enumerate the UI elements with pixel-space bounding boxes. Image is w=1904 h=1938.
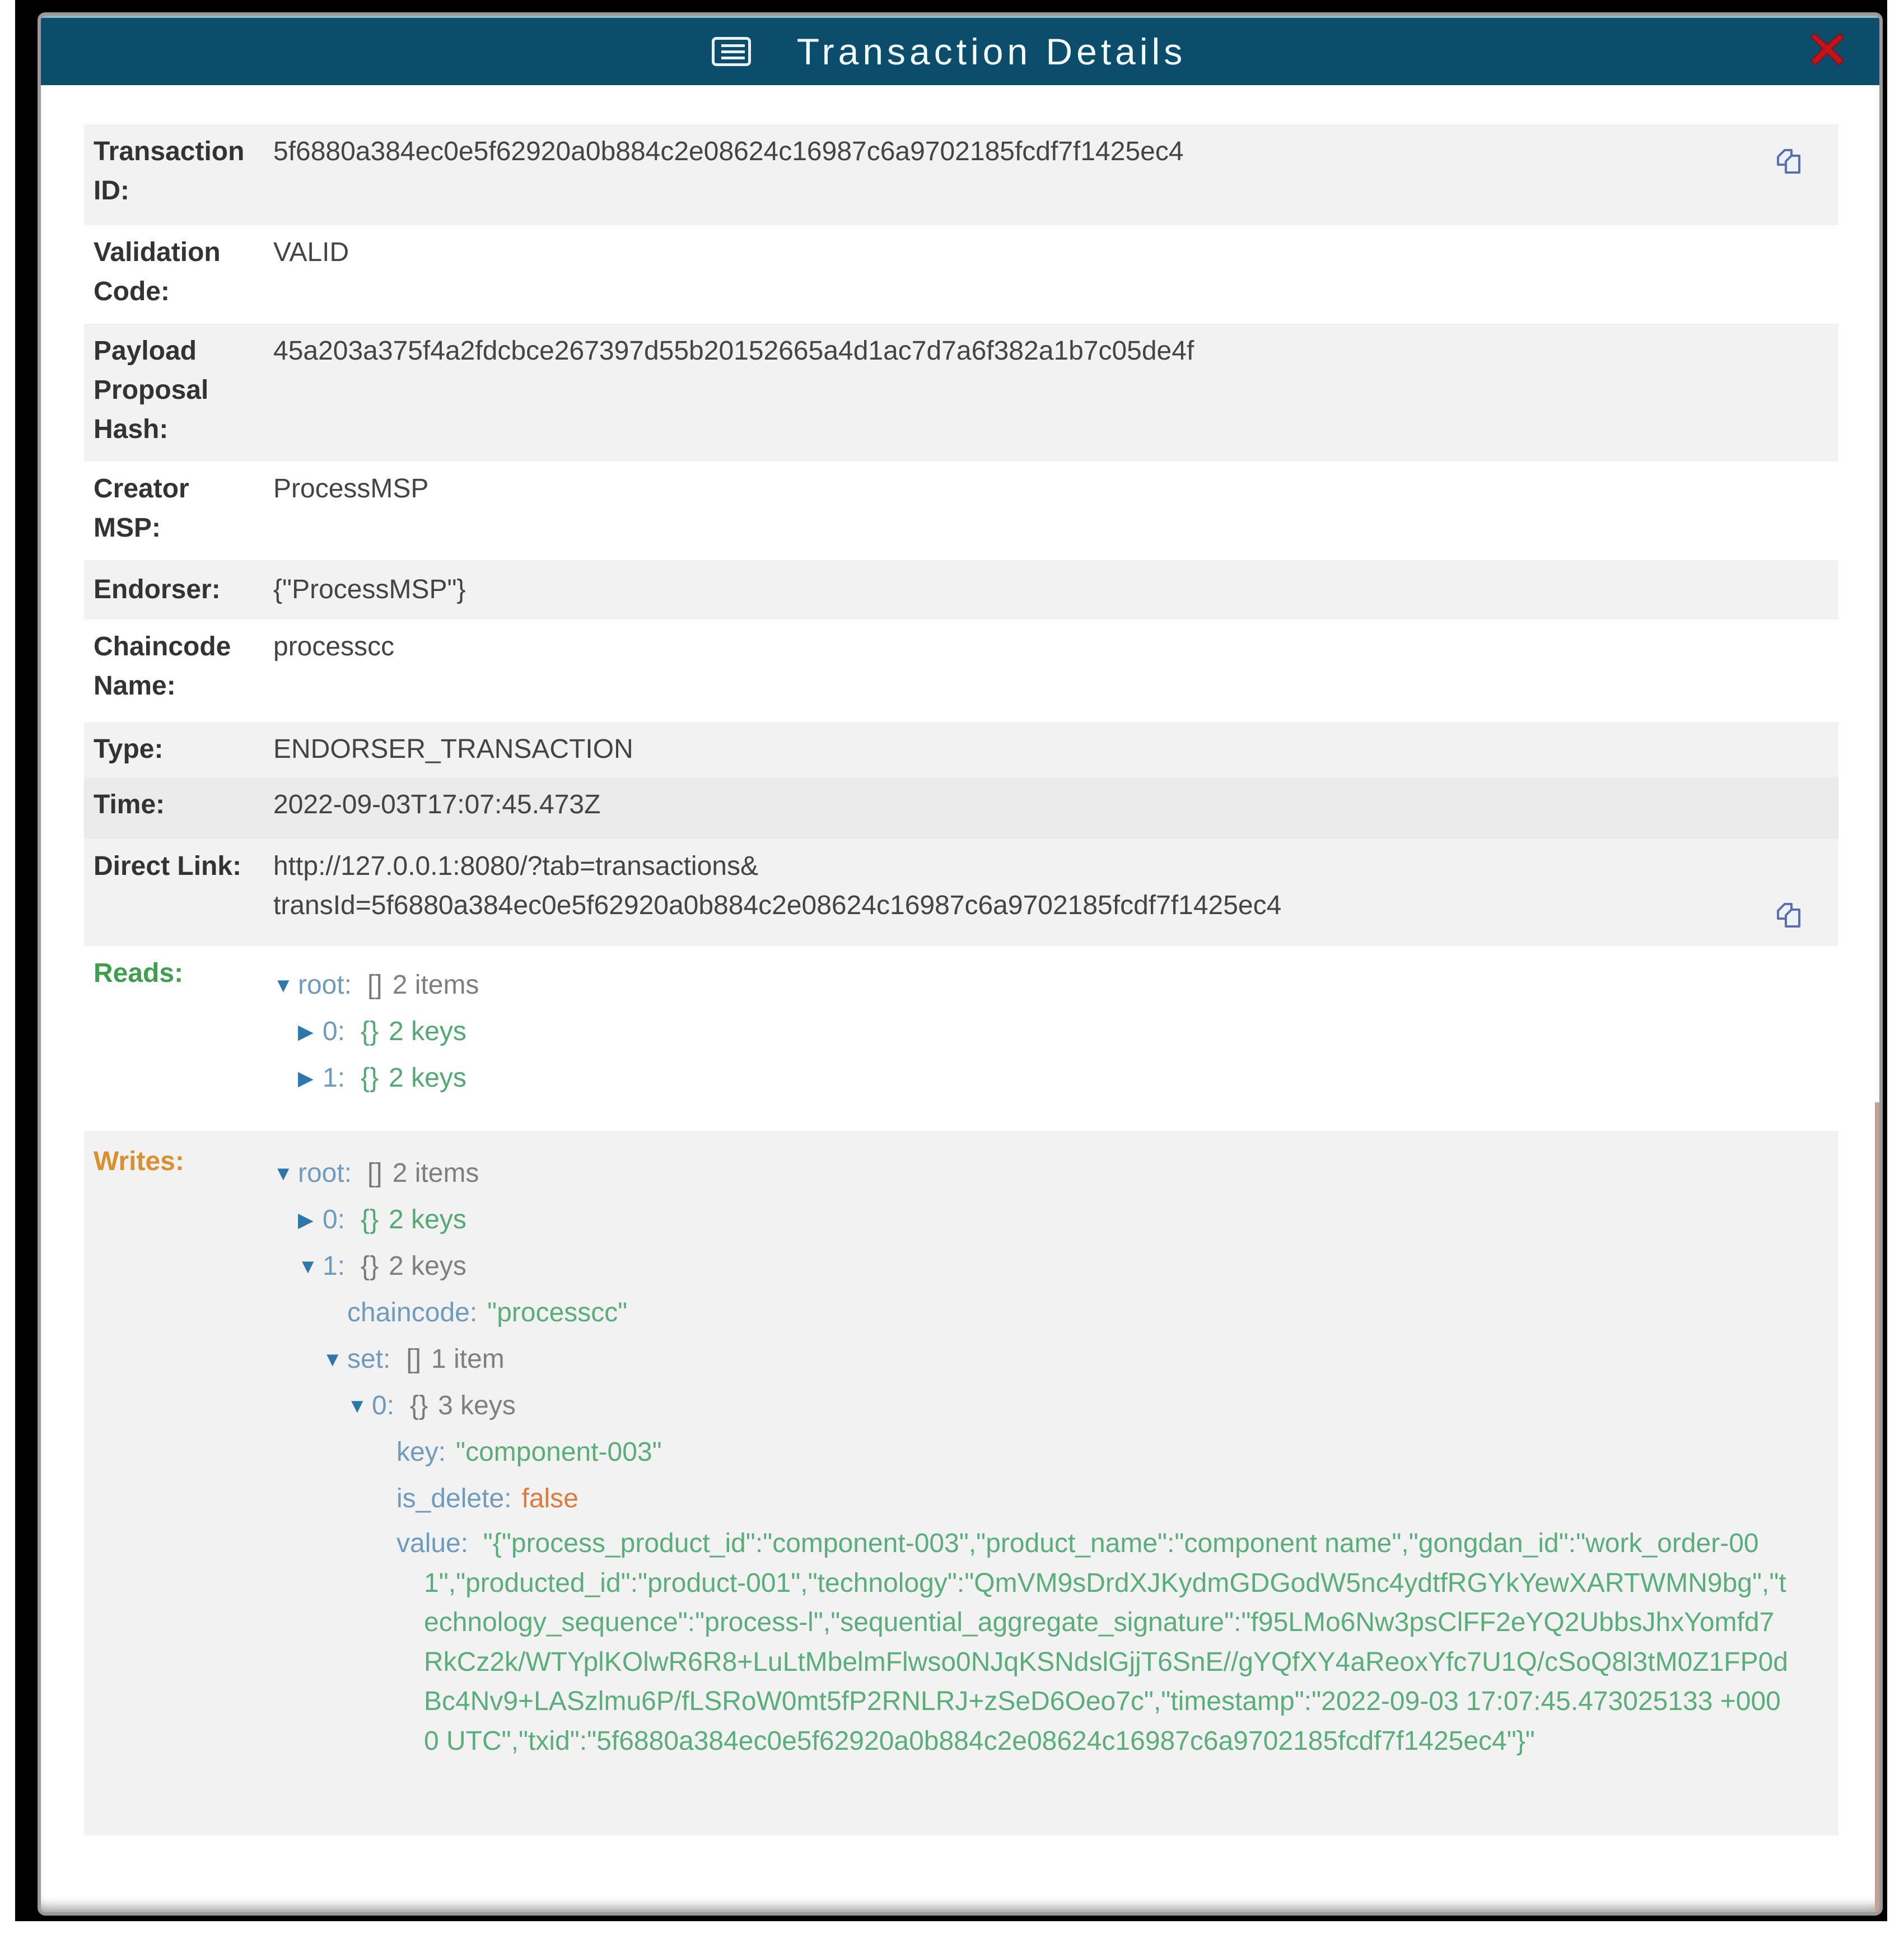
caret-down-icon[interactable]: ▼ [298,1255,318,1278]
tree-leaf-chaincode: chaincode: "processcc" [347,1298,628,1327]
row-validation-code [84,225,1838,324]
value-creator-msp: ProcessMSP [273,474,429,504]
row-transaction-id [84,124,1838,225]
close-x-icon[interactable] [1808,29,1847,68]
tree-node-1[interactable]: ▶ 1: {} 2 keys [273,1055,1838,1101]
row-direct-link [84,839,1838,946]
caret-down-icon[interactable]: ▼ [323,1348,343,1371]
value-type: ENDORSER_TRANSACTION [273,734,633,764]
tree-node-root[interactable]: ▼ root: [] 2 items [273,962,1838,1008]
caret-right-icon[interactable]: ▶ [298,1208,314,1231]
label-endorser: Endorser: [94,575,221,604]
transaction-details-table [84,124,1838,1835]
label-writes: Writes: [94,1147,184,1176]
tree-node-0[interactable]: ▶ 0: {} 2 keys [273,1008,1838,1055]
value-transaction-id: 5f6880a384ec0e5f62920a0b884c2e08624c16987c6a9702185fcdf7f1425ec4 [273,137,1184,166]
tree-node-1[interactable]: ▼ 1: {} 2 keys [273,1243,1838,1289]
label-payload-proposal-hash: Payload Proposal Hash: [94,336,209,444]
row-chaincode-name [84,619,1838,722]
modal-edge-accent [1875,1102,1879,1914]
label-type: Type: [94,734,164,764]
label-reads: Reads: [94,958,184,988]
reads-json-tree [273,954,1838,1114]
direct-link-line2[interactable]: transId=5f6880a384ec0e5f62920a0b884c2e08624c16987c6a9702185fcdf7f1425ec4 [273,891,1282,920]
value-payload-proposal-hash: 45a203a375f4a2fdcbce267397d55b20152665a4d1ac7d7a6f382a1b7c05de4f [273,336,1194,366]
transaction-details-modal [38,12,1883,1916]
row-reads [84,946,1838,1131]
caret-down-icon[interactable]: ▼ [273,973,293,996]
direct-link-line1[interactable]: http://127.0.0.1:8080/?tab=transactions& [273,851,758,881]
modal-header [41,16,1879,85]
label-chaincode-name: Chaincode Name: [94,632,231,701]
list-icon [712,37,751,66]
label-time: Time: [94,790,165,819]
caret-down-icon[interactable]: ▼ [347,1394,367,1417]
writes-json-tree [273,1142,1838,1819]
caret-down-icon[interactable]: ▼ [273,1162,293,1185]
value-endorser: {"ProcessMSP"} [273,575,466,604]
label-validation-code: Validation Code: [94,237,221,306]
label-creator-msp: Creator MSP: [94,474,189,543]
row-writes [84,1131,1838,1835]
row-creator-msp [84,462,1838,560]
caret-right-icon[interactable]: ▶ [298,1020,314,1043]
modal-title: Transaction Details [796,31,1187,72]
row-time [84,777,1838,839]
label-direct-link: Direct Link: [94,851,242,881]
row-endorser [84,560,1838,619]
label-transaction-id: Transaction ID: [94,137,245,206]
tree-node-set-0[interactable]: ▼ 0: {} 3 keys [273,1382,1838,1429]
tree-node-0[interactable]: ▶ 0: {} 2 keys [273,1196,1838,1243]
tree-leaf-value: value: "{"process_product_id":"component-003","product_name":"component name","gongdan_id":"work_order-001","producted_id":"product-001","technology":"QmVM9sDrdXJKydmGDGodW5nc4ydtfRGYkYewXARTWMN9bg","technology_sequence":"process-l","sequential_aggregate_signature":"f95LMo6Nw3psClFF2eYQ2UbbsJhxYomfd7RkCz2k/WTYplKOlwR6R8+LuLtMbelmFlwso0NJqKSNdslGjjT6SnE//gYQfXY4aReoxYfc7U1Q/cSoQ8l3tM0Z1FP0dBc4Nv9+LASzlmu6P/fLSRoW0mt5fP2RNLRJ+zSeD6Oeo7c","timestamp":"2022-09-03 17:07:45.473025133 +0000 UTC","txid":"5f6880a384ec0e5f62920a0b884c2e08624c16987c6a9702185fcdf7f1425ec4"}" [396,1529,1788,1756]
row-type [84,722,1838,777]
copy-icon[interactable] [1774,146,1805,177]
copy-icon[interactable] [1774,900,1805,931]
value-chaincode-name: processcc [273,632,395,661]
row-payload-proposal-hash [84,324,1838,462]
value-time: 2022-09-03T17:07:45.473Z [273,790,601,819]
tree-node-set[interactable]: ▼ set: [] 1 item [273,1336,1838,1382]
tree-leaf-key: key: "component-003" [396,1437,662,1467]
tree-node-root[interactable]: ▼ root: [] 2 items [273,1150,1838,1196]
value-json-string: "{"process_product_id":"component-003","product_name":"component name","gongdan_id":"work_order-001","producted_id":"product-001","technology":"QmVM9sDrdXJKydmGDGodW5nc4ydtfRGYkYewXARTWMN9bg","technology_sequence":"process-l","sequential_aggregate_signature":"f95LMo6Nw3psClFF2eYQ2UbbsJhxYomfd7RkCz2k/WTYplKOlwR6R8+LuLtMbelmFlwso0NJqKSNdslGjjT6SnE//gYQfXY4aReoxYfc7U1Q/cSoQ8l3tM0Z1FP0dBc4Nv9+LASzlmu6P/fLSRoW0mt5fP2RNLRJ+zSeD6Oeo7c","timestamp":"2022-09-03 17:07:45.473025133 +0000 UTC","txid":"5f6880a384ec0e5f62920a0b884c2e08624c16987c6a9702185fcdf7f1425ec4"}" [424,1529,1788,1756]
tree-leaf-is-delete: is_delete: false [396,1484,578,1513]
caret-right-icon[interactable]: ▶ [298,1066,314,1089]
value-validation-code: VALID [273,237,349,267]
direct-link[interactable] [273,847,1838,938]
